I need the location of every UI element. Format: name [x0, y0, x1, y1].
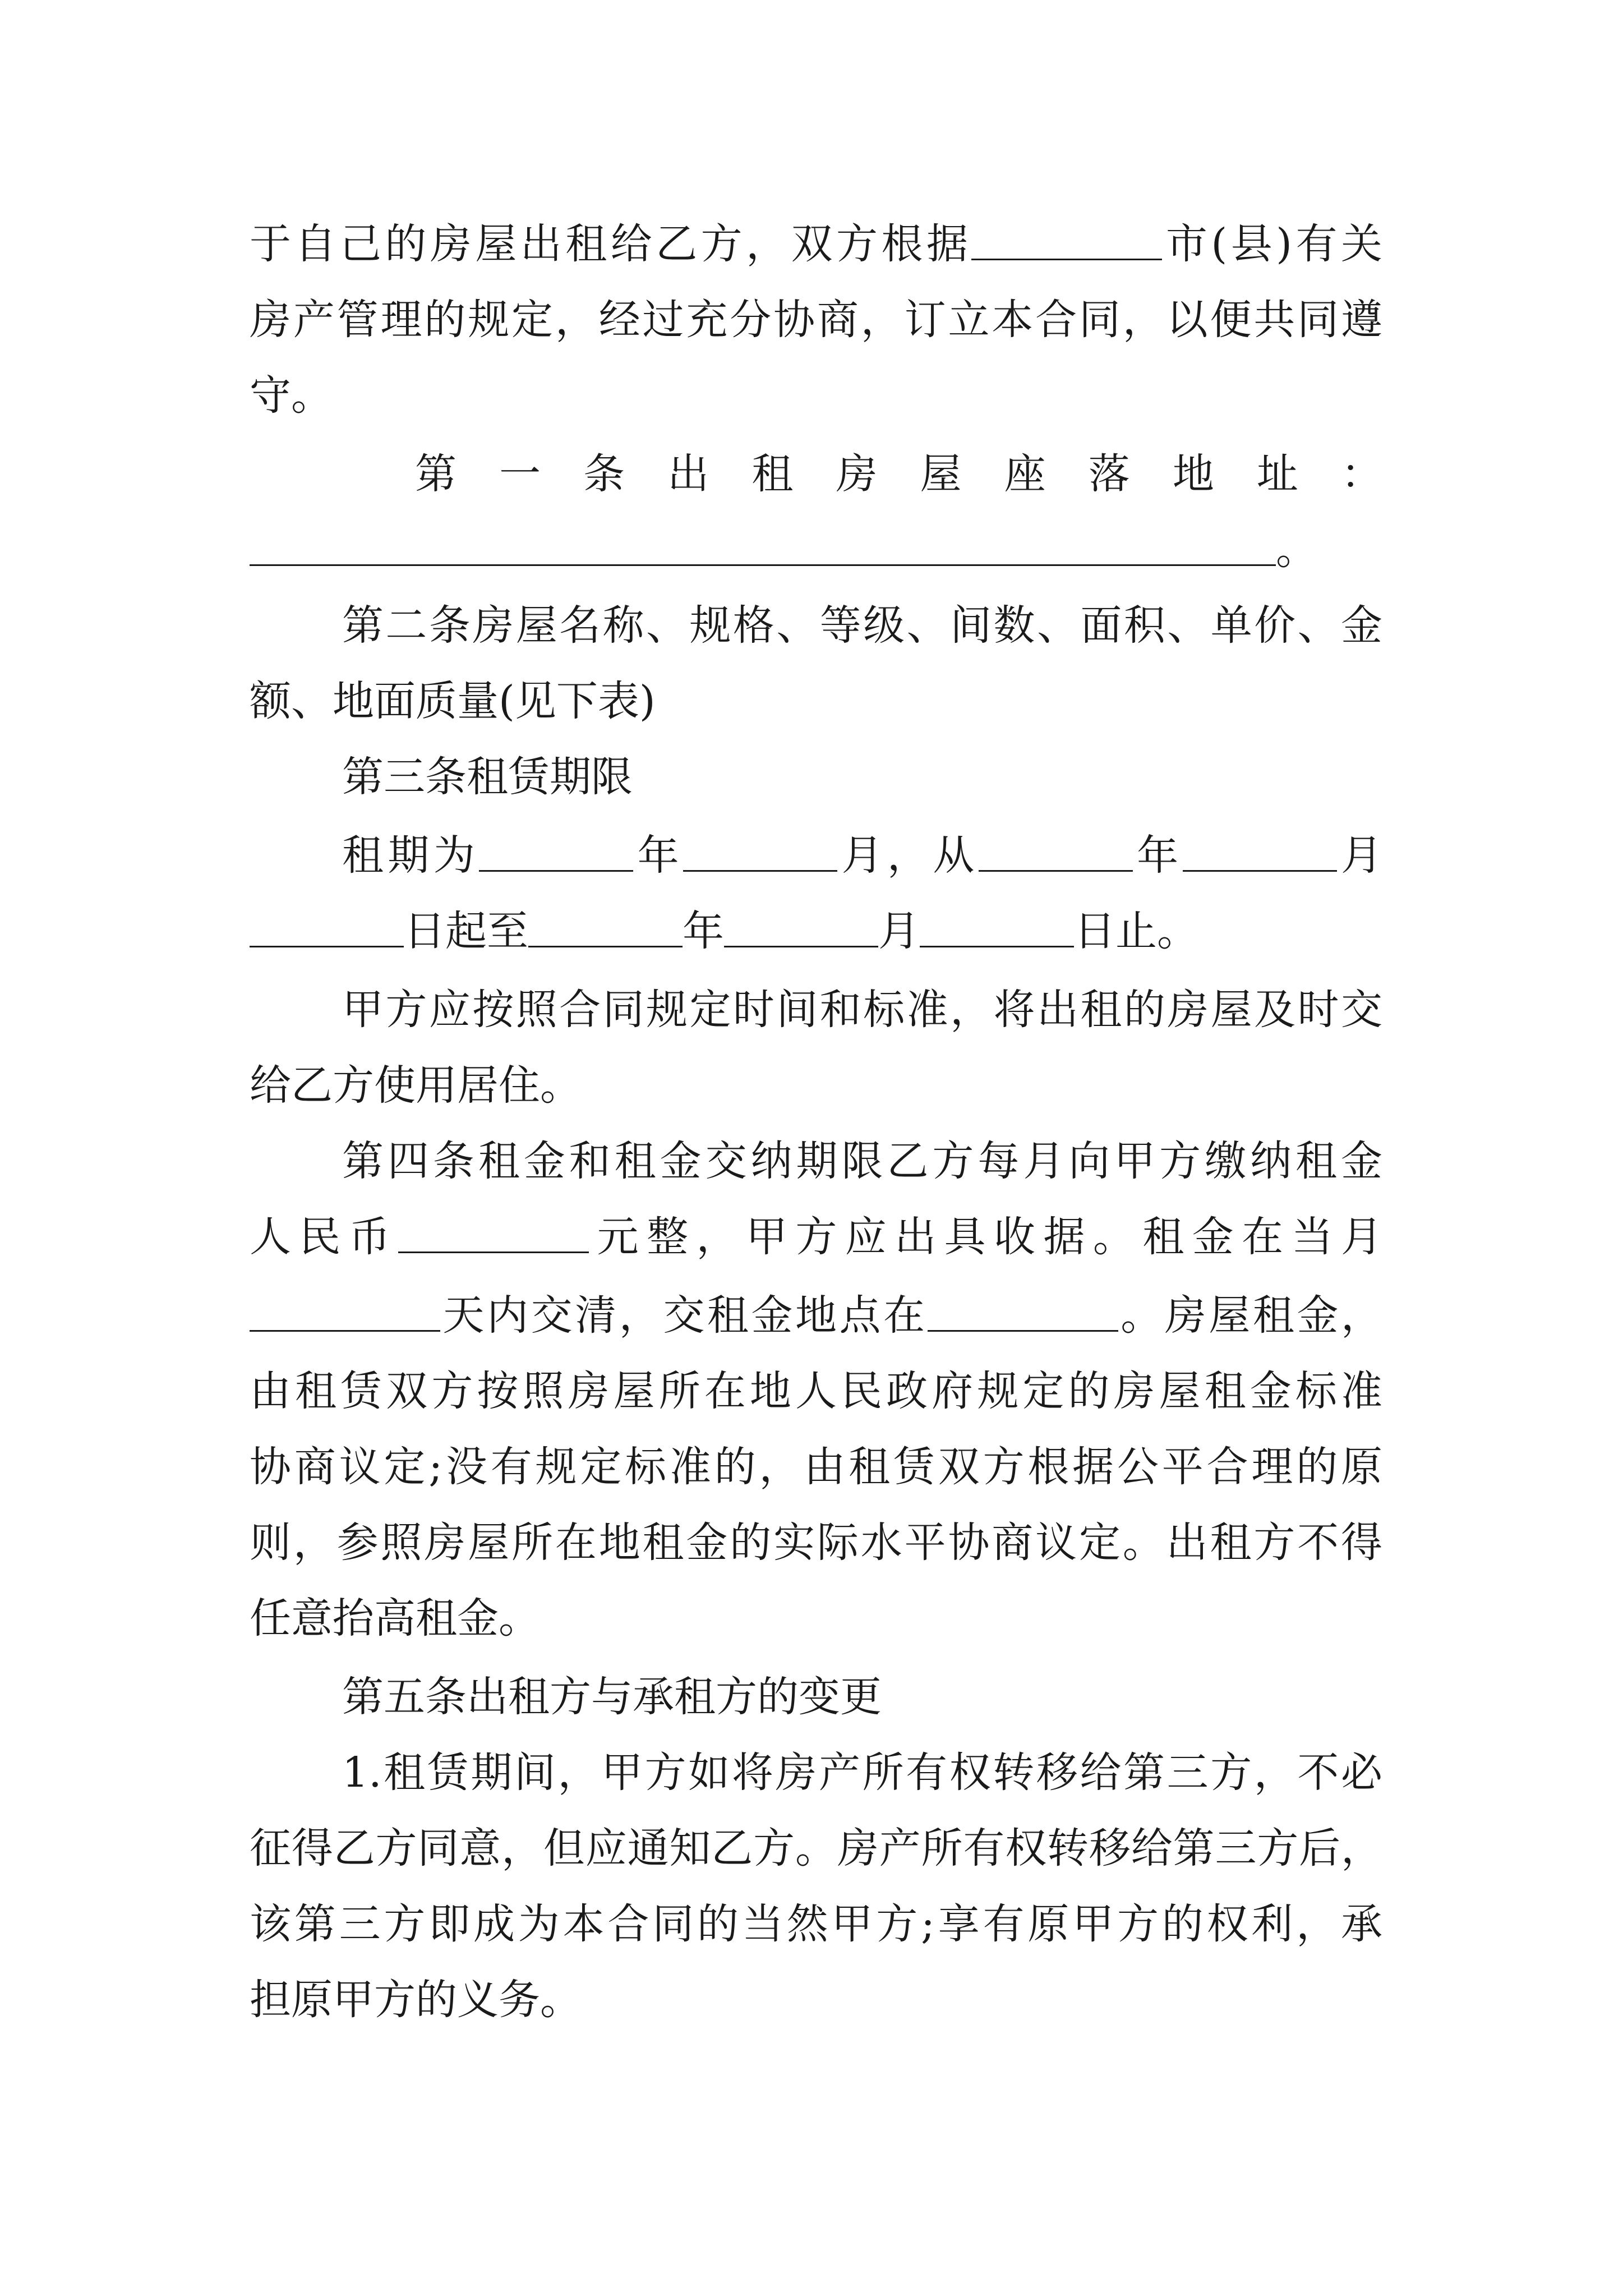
text-line: 租期为 年 月，从 年 月 — [342, 822, 1382, 889]
clause-heading: 第五条出租方与承租方的变更 — [342, 1673, 882, 1721]
blank-field — [250, 904, 404, 947]
text-line: 额、地面质量(见下表) — [250, 677, 656, 725]
text-line: 给乙方使用居住。 — [250, 1061, 582, 1110]
blank-field — [528, 904, 683, 947]
blank-field — [971, 217, 1162, 260]
text-line: 甲方应按照合同规定时间和标准，将出租的房屋及时交 — [342, 986, 1382, 1034]
text-line: 房产管理的规定，经过充分协商，订立本合同，以便共同遵 — [250, 296, 1382, 344]
text-line: 人民币 元整，甲方应出具收据。租金在当月 — [250, 1203, 1382, 1271]
text-line: 则，参照房屋所在地租金的实际水平协商议定。出租方不得 — [250, 1519, 1382, 1567]
clause-heading: 第 一 条 出 租 房 屋 座 落 地 址 ： — [415, 450, 1382, 498]
text-line: 天内交清，交租金地点在 。房屋租金， — [250, 1282, 1382, 1349]
text-line: 担原甲方的义务。 — [250, 1976, 582, 2024]
blank-field — [724, 904, 878, 947]
text-line: 任意抬高租金。 — [250, 1594, 540, 1642]
text-line: 日起至 年 月 日止。 — [250, 898, 1382, 965]
clause-heading: 第二条房屋名称、规格、等级、间数、面积、单价、金 — [342, 601, 1382, 650]
text-line: 于自己的房屋出租给乙方，双方根据 市(县)有关 — [250, 210, 1382, 278]
blank-field — [479, 829, 633, 872]
text-line: 该第三方即成为本合同的当然甲方;享有原甲方的权利，承 — [250, 1900, 1382, 1948]
text-line: 。 — [250, 516, 1382, 583]
text-line: 协商议定;没有规定标准的，由租赁双方根据公平合理的原 — [250, 1443, 1382, 1491]
blank-field — [920, 904, 1074, 947]
blank-field — [398, 1210, 589, 1253]
text-line: 1.租赁期间，甲方如将房产所有权转移给第三方，不必 — [342, 1749, 1382, 1797]
blank-field — [928, 1289, 1118, 1332]
blank-field — [250, 523, 1276, 566]
text-line: 征得乙方同意，但应通知乙方。房产所有权转移给第三方后， — [250, 1824, 1382, 1872]
blank-field — [683, 829, 837, 872]
text-line: 由租赁双方按照房屋所在地人民政府规定的房屋租金标准 — [250, 1367, 1382, 1415]
blank-field — [250, 1289, 440, 1332]
blank-field — [979, 829, 1133, 872]
blank-field — [1183, 829, 1337, 872]
clause-heading: 第四条租金和租金交纳期限乙方每月向甲方缴纳租金 — [342, 1137, 1382, 1185]
clause-heading: 第三条租赁期限 — [342, 753, 633, 801]
text-line: 守。 — [250, 371, 333, 420]
